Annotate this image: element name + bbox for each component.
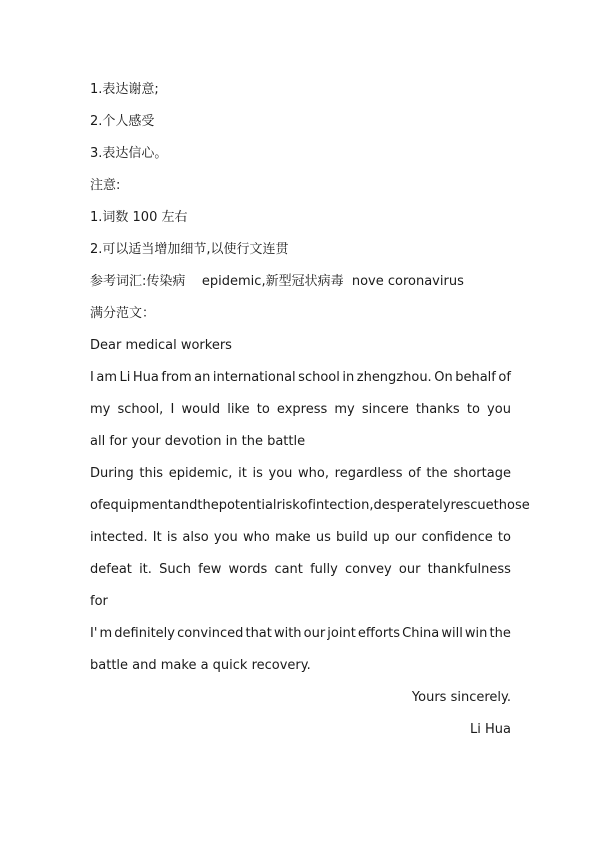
- word: our: [394, 530, 417, 545]
- word: m: [99, 626, 113, 641]
- word: cant: [274, 562, 303, 577]
- note-vocabulary: 参考词汇:传染病 epidemic,新型冠状病毒 nove coronavirus: [90, 274, 464, 289]
- word: thankfulness: [427, 562, 511, 577]
- word: our: [303, 626, 326, 641]
- word: efforts: [357, 626, 401, 641]
- letter-paragraph-3-line-1: [90, 626, 511, 642]
- word: is: [166, 530, 178, 545]
- word: convinced: [177, 626, 244, 641]
- word: thanks: [415, 402, 460, 417]
- word: also: [182, 530, 209, 545]
- word: definitely: [114, 626, 175, 641]
- word: will: [441, 626, 463, 641]
- word: I: [90, 370, 94, 385]
- word: desperately: [373, 498, 451, 513]
- word: On: [434, 370, 453, 385]
- word: zhengzhou.: [356, 370, 432, 385]
- word: words: [228, 562, 268, 577]
- word: with: [273, 626, 302, 641]
- outline-item-1: 1.表达谢意;: [90, 82, 159, 97]
- word: it.: [139, 562, 152, 577]
- word: up: [373, 530, 390, 545]
- word: joint: [327, 626, 356, 641]
- letter-salutation: Dear medical workers: [90, 338, 232, 353]
- word: who: [242, 530, 270, 545]
- word: make: [274, 530, 311, 545]
- word: those: [493, 498, 530, 513]
- word: the: [197, 498, 219, 513]
- word: win: [464, 626, 488, 641]
- word: few: [198, 562, 222, 577]
- letter-paragraph-2-line-2: [90, 498, 530, 514]
- word: to: [497, 530, 511, 545]
- letter-closing: Yours sincerely.: [411, 690, 511, 705]
- word: our: [398, 562, 421, 577]
- letter-paragraph-2-line-1: [90, 466, 511, 482]
- word: the: [426, 466, 448, 481]
- word: fully: [310, 562, 338, 577]
- word: like: [227, 402, 250, 417]
- letter-paragraph-1-line-1: [90, 370, 511, 386]
- word: intected.: [90, 530, 148, 545]
- word: rescue: [450, 498, 494, 513]
- word: you: [213, 530, 238, 545]
- word: who,: [298, 466, 330, 481]
- word: Such: [159, 562, 191, 577]
- word: and: [172, 498, 198, 513]
- word: It: [152, 530, 162, 545]
- letter-paragraph-2-line-4: [90, 562, 511, 578]
- word: defeat: [90, 562, 132, 577]
- letter-paragraph-2-line-3: [90, 530, 511, 546]
- word: that: [245, 626, 272, 641]
- word: this: [139, 466, 164, 481]
- word: you: [268, 466, 293, 481]
- letter-signature: Li Hua: [470, 722, 511, 737]
- word: of: [408, 466, 421, 481]
- letter-paragraph-1-line-2: [90, 402, 511, 418]
- word: in: [342, 370, 355, 385]
- word: potential: [218, 498, 277, 513]
- word: confidence: [421, 530, 493, 545]
- word: school,: [117, 402, 164, 417]
- word: from: [161, 370, 192, 385]
- outline-item-2: 2.个人感受: [90, 114, 155, 129]
- word: equipment: [102, 498, 173, 513]
- word: shortage: [453, 466, 511, 481]
- outline-item-3: 3.表达信心。: [90, 146, 168, 161]
- word: to: [466, 402, 480, 417]
- word: of: [299, 498, 313, 513]
- sample-essay-heading: 满分范文：: [90, 306, 156, 321]
- word: the: [489, 626, 511, 641]
- note-details: 2.可以适当增加细节,以使行文连贯: [90, 242, 289, 257]
- letter-paragraph-2-line-5: for: [90, 594, 108, 609]
- word: it: [238, 466, 247, 481]
- word: to: [256, 402, 270, 417]
- word: I: [170, 402, 175, 417]
- word: intection,: [312, 498, 374, 513]
- word: Hua: [132, 370, 159, 385]
- word: school: [298, 370, 340, 385]
- word: my: [334, 402, 355, 417]
- notes-heading: 注意:: [90, 178, 121, 193]
- word: convey: [344, 562, 392, 577]
- word: of: [498, 370, 511, 385]
- word: During: [90, 466, 134, 481]
- word: us: [315, 530, 331, 545]
- word: behalf: [455, 370, 496, 385]
- word: of: [90, 498, 103, 513]
- word: international: [212, 370, 296, 385]
- word: my: [90, 402, 111, 417]
- word: express: [276, 402, 328, 417]
- word: China: [402, 626, 440, 641]
- word: an: [194, 370, 211, 385]
- word: epidemic,: [168, 466, 233, 481]
- word: am: [96, 370, 117, 385]
- word: would: [181, 402, 221, 417]
- letter-paragraph-1-line-3: all for your devotion in the battle: [90, 434, 306, 449]
- word: regardless: [334, 466, 403, 481]
- letter-paragraph-3-line-2: battle and make a quick recovery.: [90, 658, 311, 673]
- word: build: [336, 530, 368, 545]
- word: I': [90, 626, 98, 641]
- word: you: [487, 402, 511, 417]
- note-word-count: 1.词数 100 左右: [90, 210, 188, 225]
- word: sincere: [361, 402, 409, 417]
- word: risk: [276, 498, 300, 513]
- word: is: [252, 466, 263, 481]
- word: Li: [119, 370, 131, 385]
